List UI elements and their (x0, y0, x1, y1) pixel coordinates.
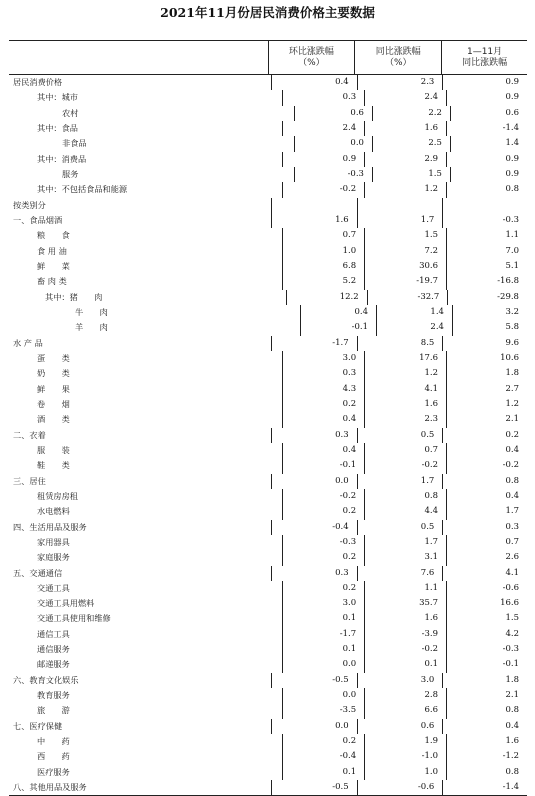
table-row (9, 366, 527, 381)
ytd-yoy-value: 0.7 (446, 535, 527, 550)
row-label: 教育服务 (37, 690, 70, 701)
yoy-value: 2.3 (364, 412, 446, 427)
table-row (9, 657, 527, 672)
table-row (9, 259, 527, 274)
yoy-value: 2.4 (376, 320, 452, 335)
yoy-value: 7.2 (364, 244, 446, 259)
ytd-yoy-value: 1.6 (446, 734, 527, 749)
row-label: 四、生活用品及服务 (13, 521, 87, 532)
table-row (9, 458, 527, 473)
ytd-yoy-value: 0.9 (442, 75, 527, 90)
yoy-value: 1.0 (364, 765, 446, 780)
yoy-value: 0.7 (364, 443, 446, 458)
yoy-value: 2.5 (372, 136, 450, 151)
table-body (9, 75, 527, 795)
ytd-yoy-value: 2.7 (446, 382, 527, 397)
row-label: 七、医疗保健 (13, 720, 63, 731)
row-label: 六、教育文化娱乐 (13, 674, 79, 685)
mom-value: -0.2 (282, 489, 364, 504)
mom-value: 0.2 (282, 550, 364, 565)
yoy-value: 6.6 (364, 703, 446, 718)
ytd-yoy-value: 0.9 (450, 167, 527, 182)
mom-value: 0.1 (282, 611, 364, 626)
ytd-yoy-value: 9.6 (442, 336, 527, 351)
table-row (9, 688, 527, 703)
yoy-value: 1.5 (372, 167, 450, 182)
yoy-value: 1.2 (364, 182, 446, 197)
ytd-yoy-value: 4.2 (446, 627, 527, 642)
table-row (9, 320, 527, 335)
yoy-value: 2.9 (364, 152, 446, 167)
ytd-yoy-value: -0.1 (446, 657, 527, 672)
row-label: 三、居住 (13, 475, 46, 486)
mom-value: -0.2 (282, 182, 364, 197)
mom-value: 6.8 (282, 259, 364, 274)
row-label: 畜 肉 类 (37, 276, 67, 287)
row-label: 其中：不包括食品和能源 (37, 184, 128, 195)
ytd-yoy-value: 1.4 (450, 136, 527, 151)
mom-value: -0.1 (282, 458, 364, 473)
mom-value: 0.2 (282, 504, 364, 519)
row-label: 医疗服务 (37, 766, 70, 777)
row-label: 水 产 品 (13, 337, 43, 348)
table-row (9, 213, 527, 228)
row-label: 通信服务 (37, 644, 70, 655)
row-label: 其中：消费品 (37, 153, 87, 164)
ytd-yoy-value: 7.0 (446, 244, 527, 259)
row-label: 服务 (62, 168, 79, 179)
yoy-value: 0.1 (364, 657, 446, 672)
header-mom-label: 环比涨跌幅 (288, 46, 334, 57)
row-label: 粮 食 (37, 230, 70, 241)
yoy-value: 2.2 (372, 106, 450, 121)
ytd-yoy-value: 16.6 (446, 596, 527, 611)
table-row (9, 106, 527, 121)
mom-value: 0.4 (300, 305, 376, 320)
yoy-value: -1.0 (364, 749, 446, 764)
row-label: 农村 (62, 107, 79, 118)
mom-value: -1.7 (282, 627, 364, 642)
table-title: 2021年11月份居民消费价格主要数据 (160, 5, 375, 20)
yoy-value: 1.5 (364, 228, 446, 243)
yoy-value: -32.7 (367, 290, 448, 305)
row-label: 交通工具使用和维修 (37, 613, 111, 624)
row-label: 食 用 油 (37, 245, 67, 256)
table-row (9, 489, 527, 504)
table-row (9, 611, 527, 626)
mom-value: 2.4 (282, 121, 364, 136)
ytd-yoy-value: 0.9 (446, 152, 527, 167)
row-label: 其中：城市 (37, 92, 78, 103)
yoy-value: -19.7 (364, 274, 446, 289)
ytd-yoy-value: -1.2 (446, 749, 527, 764)
ytd-yoy-value: 0.8 (442, 474, 527, 489)
row-label: 酒 类 (37, 414, 70, 425)
mom-value (271, 198, 357, 213)
table-row (9, 504, 527, 519)
ytd-yoy-value: 0.8 (446, 182, 527, 197)
row-label: 其中：猪 肉 (45, 291, 103, 302)
mom-value: 0.2 (282, 397, 364, 412)
ytd-yoy-value: 0.6 (450, 106, 527, 121)
table-row (9, 581, 527, 596)
yoy-value: 7.6 (357, 566, 443, 581)
mom-value: -0.3 (282, 535, 364, 550)
table-row (9, 198, 527, 213)
ytd-yoy-value: -1.4 (442, 780, 527, 795)
table-row (9, 274, 527, 289)
table-row (9, 397, 527, 412)
ytd-yoy-value (442, 198, 527, 213)
header-mom-unit: （%） (298, 57, 325, 68)
ytd-yoy-value: -16.8 (446, 274, 527, 289)
yoy-value: 17.6 (364, 351, 446, 366)
row-label: 中 药 (37, 736, 70, 747)
row-label: 租赁房房租 (37, 490, 78, 501)
table-row (9, 412, 527, 427)
yoy-value: 1.6 (364, 121, 446, 136)
ytd-yoy-value: 0.4 (446, 443, 527, 458)
mom-value: -0.4 (271, 520, 357, 535)
ytd-yoy-value: 1.2 (446, 397, 527, 412)
table-row (9, 719, 527, 734)
header-item-column (9, 41, 268, 74)
mom-value: 0.7 (282, 228, 364, 243)
table-row (9, 382, 527, 397)
table-row (9, 152, 527, 167)
yoy-value: 1.2 (364, 366, 446, 381)
row-label: 鲜 果 (37, 383, 70, 394)
table-row (9, 765, 527, 780)
row-label: 羊 肉 (75, 322, 108, 333)
ytd-yoy-value: -0.6 (446, 581, 527, 596)
yoy-value: 3.1 (364, 550, 446, 565)
row-label: 其中：食品 (37, 122, 78, 133)
mom-value: -0.3 (294, 167, 372, 182)
ytd-yoy-value: -29.8 (447, 290, 527, 305)
ytd-yoy-value: 0.8 (446, 765, 527, 780)
mom-value: -0.1 (300, 320, 376, 335)
yoy-value: 4.1 (364, 382, 446, 397)
table-row (9, 749, 527, 764)
mom-value: 0.0 (271, 719, 357, 734)
ytd-yoy-value: -0.2 (446, 458, 527, 473)
row-label: 邮递服务 (37, 659, 70, 670)
ytd-yoy-value: 0.9 (446, 90, 527, 105)
table-row (9, 520, 527, 535)
row-label: 二、衣着 (13, 429, 46, 440)
mom-value: 0.0 (271, 474, 357, 489)
mom-value: -0.5 (271, 780, 357, 795)
ytd-yoy-value: 4.1 (442, 566, 527, 581)
table-row (9, 550, 527, 565)
yoy-value: 35.7 (364, 596, 446, 611)
mom-value: -1.7 (271, 336, 357, 351)
ytd-yoy-value: 1.5 (446, 611, 527, 626)
table-row (9, 734, 527, 749)
table-row (9, 136, 527, 151)
yoy-value: 2.3 (357, 75, 443, 90)
header-ytd-period: 1—11月 (466, 46, 503, 57)
ytd-yoy-value: 1.1 (446, 228, 527, 243)
mom-value: 0.3 (282, 366, 364, 381)
mom-value: 0.4 (282, 412, 364, 427)
row-label: 奶 类 (37, 368, 70, 379)
row-label: 按类别分 (13, 199, 46, 210)
ytd-yoy-value: 2.1 (446, 412, 527, 427)
mom-value: -0.4 (282, 749, 364, 764)
yoy-value: -3.9 (364, 627, 446, 642)
ytd-yoy-value: 5.8 (452, 320, 527, 335)
yoy-value: 1.4 (376, 305, 452, 320)
table-row (9, 305, 527, 320)
mom-value: 1.0 (282, 244, 364, 259)
table-row (9, 244, 527, 259)
yoy-value: 0.6 (357, 719, 443, 734)
yoy-value: 3.0 (357, 673, 443, 688)
cpi-data-table (9, 40, 527, 796)
table-row (9, 673, 527, 688)
mom-value: 12.2 (286, 290, 367, 305)
table-row (9, 443, 527, 458)
ytd-yoy-value: 2.1 (446, 688, 527, 703)
table-row (9, 290, 527, 305)
row-label: 家庭服务 (37, 552, 70, 563)
table-row (9, 566, 527, 581)
mom-value: 0.4 (282, 443, 364, 458)
yoy-value: 1.6 (364, 611, 446, 626)
row-label: 非食品 (62, 138, 87, 149)
row-label: 鲜 菜 (37, 260, 70, 271)
row-label: 牛 肉 (75, 306, 108, 317)
mom-value: 3.0 (282, 596, 364, 611)
mom-value: 1.6 (271, 213, 357, 228)
row-label: 交通工具 (37, 582, 70, 593)
mom-value: 0.3 (282, 90, 364, 105)
table-row (9, 474, 527, 489)
table-row (9, 780, 527, 795)
table-row (9, 121, 527, 136)
yoy-value (357, 198, 443, 213)
yoy-value: -0.6 (357, 780, 443, 795)
yoy-value: -0.2 (364, 458, 446, 473)
ytd-yoy-value: 1.8 (446, 366, 527, 381)
mom-value: 4.3 (282, 382, 364, 397)
table-row (9, 596, 527, 611)
ytd-yoy-value: 0.3 (442, 520, 527, 535)
mom-value: 0.2 (282, 734, 364, 749)
ytd-yoy-value: 1.7 (446, 504, 527, 519)
row-label: 五、交通通信 (13, 567, 63, 578)
header-yoy-label: 同比涨跌幅 (375, 46, 421, 57)
mom-value: 0.6 (294, 106, 372, 121)
ytd-yoy-value: 0.4 (442, 719, 527, 734)
table-row (9, 90, 527, 105)
table-row (9, 167, 527, 182)
yoy-value: 1.1 (364, 581, 446, 596)
yoy-value: 1.7 (357, 474, 443, 489)
row-label: 卷 烟 (37, 398, 70, 409)
row-label: 鞋 类 (37, 460, 70, 471)
row-label: 旅 游 (37, 705, 70, 716)
yoy-value: 2.8 (364, 688, 446, 703)
ytd-yoy-value: 2.6 (446, 550, 527, 565)
yoy-value: 1.6 (364, 397, 446, 412)
ytd-yoy-value: -0.3 (446, 642, 527, 657)
row-label: 服 装 (37, 444, 70, 455)
header-yoy-change (354, 41, 441, 74)
mom-value: 0.9 (282, 152, 364, 167)
table-row (9, 182, 527, 197)
mom-value: 0.0 (282, 657, 364, 672)
row-label: 一、食品烟酒 (13, 214, 63, 225)
table-row (9, 535, 527, 550)
header-ytd-yoy-change (441, 41, 527, 74)
row-label: 水电燃料 (37, 506, 70, 517)
row-label: 交通工具用燃料 (37, 598, 95, 609)
mom-value: 0.0 (294, 136, 372, 151)
mom-value: 0.3 (271, 566, 357, 581)
mom-value: 5.2 (282, 274, 364, 289)
mom-value: 0.1 (282, 642, 364, 657)
table-row (9, 703, 527, 718)
yoy-value: 1.9 (364, 734, 446, 749)
header-yoy-unit: （%） (384, 57, 412, 68)
row-label: 蛋 类 (37, 352, 70, 363)
table-header (9, 41, 527, 75)
yoy-value: 1.7 (357, 213, 443, 228)
header-ytd-label: 同比涨跌幅 (462, 57, 508, 68)
table-row (9, 627, 527, 642)
table-row (9, 351, 527, 366)
yoy-value: 0.5 (357, 428, 443, 443)
header-mom-change (268, 41, 355, 74)
mom-value: 0.3 (271, 428, 357, 443)
ytd-yoy-value: 1.8 (442, 673, 527, 688)
ytd-yoy-value: 5.1 (446, 259, 527, 274)
row-label: 家用器具 (37, 536, 70, 547)
row-label: 居民消费价格 (13, 77, 63, 87)
yoy-value: 8.5 (357, 336, 443, 351)
row-label: 八、其他用品及服务 (13, 782, 87, 793)
yoy-value: -0.2 (364, 642, 446, 657)
mom-value: 0.4 (271, 75, 357, 90)
ytd-yoy-value: -1.4 (446, 121, 527, 136)
row-label: 西 药 (37, 751, 70, 762)
yoy-value: 0.8 (364, 489, 446, 504)
table-row (9, 428, 527, 443)
table-row (9, 336, 527, 351)
mom-value: 0.2 (282, 581, 364, 596)
yoy-value: 30.6 (364, 259, 446, 274)
ytd-yoy-value: -0.3 (442, 213, 527, 228)
ytd-yoy-value: 3.2 (452, 305, 527, 320)
table-row (9, 228, 527, 243)
row-label: 通信工具 (37, 628, 70, 639)
table-row (9, 75, 527, 90)
ytd-yoy-value: 10.6 (446, 351, 527, 366)
yoy-value: 1.7 (364, 535, 446, 550)
ytd-yoy-value: 0.2 (442, 428, 527, 443)
mom-value: 3.0 (282, 351, 364, 366)
mom-value: -0.5 (271, 673, 357, 688)
mom-value: -3.5 (282, 703, 364, 718)
yoy-value: 4.4 (364, 504, 446, 519)
yoy-value: 0.5 (357, 520, 443, 535)
yoy-value: 2.4 (364, 90, 446, 105)
ytd-yoy-value: 0.8 (446, 703, 527, 718)
mom-value: 0.0 (282, 688, 364, 703)
table-row (9, 642, 527, 657)
mom-value: 0.1 (282, 765, 364, 780)
ytd-yoy-value: 0.4 (446, 489, 527, 504)
